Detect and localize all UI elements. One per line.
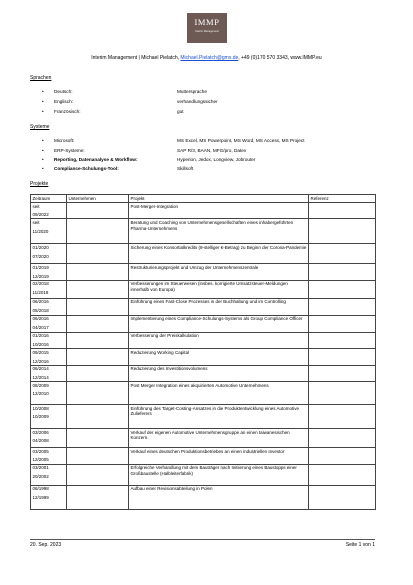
cell-zeitraum bbox=[31, 464, 67, 485]
zeitraum-line: 06/2016 bbox=[32, 299, 49, 305]
cell-projekt: Verbesserungen im Steuerwesen (insbes. korrigierte Umsatzsteuer-Meldungen innerhalb von Europa) bbox=[129, 280, 309, 298]
cell-zeitraum bbox=[31, 382, 67, 405]
cell-referenz bbox=[309, 332, 376, 348]
bullet-icon: • bbox=[42, 157, 44, 162]
table-row bbox=[31, 365, 376, 381]
zeitraum-line: 10/2016 bbox=[32, 342, 49, 348]
zeitraum-line: 09/2022 bbox=[32, 212, 49, 218]
zeitraum-line: 02/2018 bbox=[32, 281, 49, 287]
cell-zeitraum bbox=[31, 264, 67, 280]
zeitraum-line: 03/2005 bbox=[32, 448, 49, 454]
footer-divider-accent bbox=[152, 539, 232, 540]
cell-referenz bbox=[309, 429, 376, 448]
zeitraum-line: 11/2020 bbox=[32, 228, 49, 234]
zeitraum-line: 10/2008 bbox=[32, 405, 49, 411]
zeitraum-line: 08/2009 bbox=[32, 382, 49, 388]
cell-referenz bbox=[309, 382, 376, 405]
zeitraum-line: 01/2019 bbox=[32, 265, 49, 271]
section-title-systeme: Systeme bbox=[30, 124, 50, 130]
footer-date: 20. Sep. 2023 bbox=[30, 542, 62, 548]
column-header-zeitraum: Zeitraum bbox=[31, 195, 67, 203]
table-row bbox=[31, 332, 376, 348]
cell-zeitraum bbox=[31, 485, 67, 509]
cell-projekt: Verkauf eines deutschen Produktionsbetriebes an einen industriellen Investor bbox=[129, 448, 309, 464]
section-title-sprachen: Sprachen bbox=[30, 75, 52, 81]
cell-zeitraum bbox=[31, 429, 67, 448]
logo-tagline: Interim Management bbox=[195, 29, 219, 33]
system-label: Compliance-Schulungs-Tool: bbox=[54, 166, 119, 171]
table-row bbox=[31, 315, 376, 332]
table-row bbox=[31, 264, 376, 280]
table-row bbox=[31, 382, 376, 405]
cell-unternehmen bbox=[67, 464, 129, 485]
cell-projekt: Einführung eines Fast-Close Prozesses in der Buchhaltung und im Controlling bbox=[129, 298, 309, 315]
bullet-icon: • bbox=[42, 166, 44, 171]
zeitraum-line: 12/2014 bbox=[32, 374, 49, 380]
column-header-projekt: Projekt bbox=[129, 195, 309, 203]
zeitraum-line: seit bbox=[32, 220, 40, 226]
system-value: MS Excel, MS Powerpoint, MS Word, MS Access, MS Project bbox=[177, 138, 305, 143]
table-row bbox=[31, 244, 376, 264]
logo-brand: IMMP bbox=[194, 17, 220, 27]
zeitraum-line: 03/2001 bbox=[32, 465, 49, 471]
cell-referenz bbox=[309, 298, 376, 315]
cell-projekt: Verbesserung der Preiskalkulation bbox=[129, 332, 309, 348]
bullet-icon: • bbox=[42, 138, 44, 143]
system-value: Skillsoft bbox=[177, 166, 194, 171]
cell-projekt: Reduzierung Working Capital bbox=[129, 349, 309, 365]
contact-prefix: Interim Management | Michael Pielatch, bbox=[91, 55, 181, 61]
cell-referenz bbox=[309, 349, 376, 365]
zeitraum-line: 10/2009 bbox=[32, 414, 49, 420]
zeitraum-line: 06/2016 bbox=[32, 316, 49, 322]
cell-zeitraum bbox=[31, 365, 67, 381]
cell-zeitraum bbox=[31, 298, 67, 315]
language-level: Muttersprache bbox=[177, 89, 207, 94]
zeitraum-line: 11/2018 bbox=[32, 290, 49, 296]
cell-projekt: Restrukturierungsprojekt und Umzug der Unternehmenszentrale bbox=[129, 264, 309, 280]
contact-suffix: , +49 (0)170 570 3343, www.IMMP.eu bbox=[238, 55, 322, 61]
bullet-icon: • bbox=[42, 148, 44, 153]
cell-projekt: Aufbau einer Revisionsabteilung in Polen bbox=[129, 485, 309, 509]
zeitraum-line: 12/2019 bbox=[32, 273, 49, 279]
system-label: ERP-Systeme: bbox=[54, 148, 85, 153]
bullet-icon: • bbox=[42, 99, 44, 104]
table-row bbox=[31, 485, 376, 509]
zeitraum-line: 20/2002 bbox=[32, 473, 49, 479]
projects-table bbox=[30, 194, 376, 510]
cell-unternehmen bbox=[67, 405, 129, 429]
cell-unternehmen bbox=[67, 298, 129, 315]
cell-unternehmen bbox=[67, 448, 129, 464]
email-link[interactable]: Michael.Pielatch@gmx.de bbox=[180, 55, 239, 61]
cell-unternehmen bbox=[67, 429, 129, 448]
column-header-unternehmen: Unternehmen bbox=[67, 195, 129, 203]
cell-referenz bbox=[309, 405, 376, 429]
cell-zeitraum bbox=[31, 332, 67, 348]
cell-zeitraum bbox=[31, 203, 67, 219]
column-header-referenz: Referenz bbox=[309, 195, 376, 203]
cell-unternehmen bbox=[67, 332, 129, 348]
cell-projekt: Verkauf der eigenen Automotive Unternehmensgruppe an einen taiwanesischen Konzern. bbox=[129, 429, 309, 448]
zeitraum-line: 04/2017 bbox=[32, 325, 49, 331]
cell-referenz bbox=[309, 264, 376, 280]
zeitraum-line: 01/2016 bbox=[32, 333, 49, 339]
projects-table-body bbox=[31, 203, 376, 510]
zeitraum-line: 06/2014 bbox=[32, 366, 49, 372]
cell-referenz bbox=[309, 244, 376, 264]
cell-zeitraum bbox=[31, 349, 67, 365]
cell-referenz bbox=[309, 315, 376, 332]
cell-unternehmen bbox=[67, 382, 129, 405]
table-row bbox=[31, 405, 376, 429]
bullet-icon: • bbox=[42, 109, 44, 114]
section-title-projekte: Projekte bbox=[30, 181, 49, 187]
system-value: Hyperion, Jedox, Longview, Jobrouter bbox=[177, 157, 256, 162]
cell-zeitraum bbox=[31, 315, 67, 332]
cell-unternehmen bbox=[67, 280, 129, 298]
cell-referenz bbox=[309, 219, 376, 244]
zeitraum-line: 01/2020 bbox=[32, 245, 49, 251]
table-row bbox=[31, 219, 376, 244]
table-row bbox=[31, 464, 376, 485]
cell-referenz bbox=[309, 448, 376, 464]
cell-zeitraum bbox=[31, 219, 67, 244]
cell-unternehmen bbox=[67, 365, 129, 381]
cell-projekt: Reduzierung des Investitionsvolumens bbox=[129, 365, 309, 381]
table-row bbox=[31, 203, 376, 219]
cell-unternehmen bbox=[67, 219, 129, 244]
table-row bbox=[31, 349, 376, 365]
contact-line bbox=[0, 55, 413, 61]
table-row bbox=[31, 280, 376, 298]
cell-referenz bbox=[309, 280, 376, 298]
language-name: Französisch: bbox=[54, 109, 81, 114]
zeitraum-line: 12/2010 bbox=[32, 391, 49, 397]
table-row bbox=[31, 448, 376, 464]
cell-projekt: Einführung des Target-Costing-Ansatzes in die Produktentwicklung eines Automotive Zulieferers bbox=[129, 405, 309, 429]
system-value: SAP R/3, BAAN, MFG/pro, Datev bbox=[177, 148, 247, 153]
zeitraum-line: 05/2018 bbox=[32, 308, 49, 314]
cell-referenz bbox=[309, 203, 376, 219]
cell-referenz bbox=[309, 485, 376, 509]
cell-projekt: Erfolgreiche Verhandlung mit dem Bauträger nach Initiierung eines Baustopps einer Großbaustelle (Halbleiterfabrik) bbox=[129, 464, 309, 485]
cell-zeitraum bbox=[31, 448, 67, 464]
company-logo bbox=[187, 13, 227, 43]
zeitraum-line: 07/2020 bbox=[32, 253, 49, 259]
language-name: Deutsch: bbox=[54, 89, 73, 94]
cell-projekt: Post Merger Integration eines akquirierten Automotive Unternehmens bbox=[129, 382, 309, 405]
bullet-icon: • bbox=[42, 89, 44, 94]
zeitraum-line: 09/2015 bbox=[32, 349, 49, 355]
cell-referenz bbox=[309, 365, 376, 381]
zeitraum-line: 12/2005 bbox=[32, 457, 49, 463]
cell-unternehmen bbox=[67, 264, 129, 280]
cell-zeitraum bbox=[31, 280, 67, 298]
system-label: Reporting, Datenanalyse & Workflow: bbox=[54, 157, 138, 162]
zeitraum-line: 04/2008 bbox=[32, 438, 49, 444]
cell-projekt: Sicherung eines Konsortialkredits (9-stelliger €-Betrag) zu Beginn der Corona-Pandemie bbox=[129, 244, 309, 264]
cell-projekt: Implementierung eines Compliance-Schulungs-Systems als Group Compliance Officer bbox=[129, 315, 309, 332]
cell-unternehmen bbox=[67, 203, 129, 219]
zeitraum-line: 12/2016 bbox=[32, 358, 49, 364]
language-level: verhandlungssicher bbox=[177, 99, 218, 104]
zeitraum-line: seit bbox=[32, 203, 40, 209]
table-row bbox=[31, 429, 376, 448]
cell-unternehmen bbox=[67, 315, 129, 332]
cell-referenz bbox=[309, 464, 376, 485]
system-label: Microsoft: bbox=[54, 138, 75, 143]
cell-zeitraum bbox=[31, 405, 67, 429]
language-name: Englisch: bbox=[54, 99, 74, 104]
table-row bbox=[31, 298, 376, 315]
cell-projekt: Beratung und Coaching von Unternehmensgesellschaften eines inhabergeführten Pharma-Unternehmens bbox=[129, 219, 309, 244]
table-header-row bbox=[31, 195, 376, 203]
language-level: gut bbox=[177, 109, 184, 114]
cell-unternehmen bbox=[67, 485, 129, 509]
cell-projekt: Post-Merger-Integration bbox=[129, 203, 309, 219]
zeitraum-line: 06/1998 bbox=[32, 486, 49, 492]
cell-zeitraum bbox=[31, 244, 67, 264]
cell-unternehmen bbox=[67, 349, 129, 365]
zeitraum-line: 12/1999 bbox=[32, 494, 49, 500]
footer-page-number: Seite 1 von 1 bbox=[345, 542, 375, 548]
cell-unternehmen bbox=[67, 244, 129, 264]
zeitraum-line: 03/2006 bbox=[32, 429, 49, 435]
